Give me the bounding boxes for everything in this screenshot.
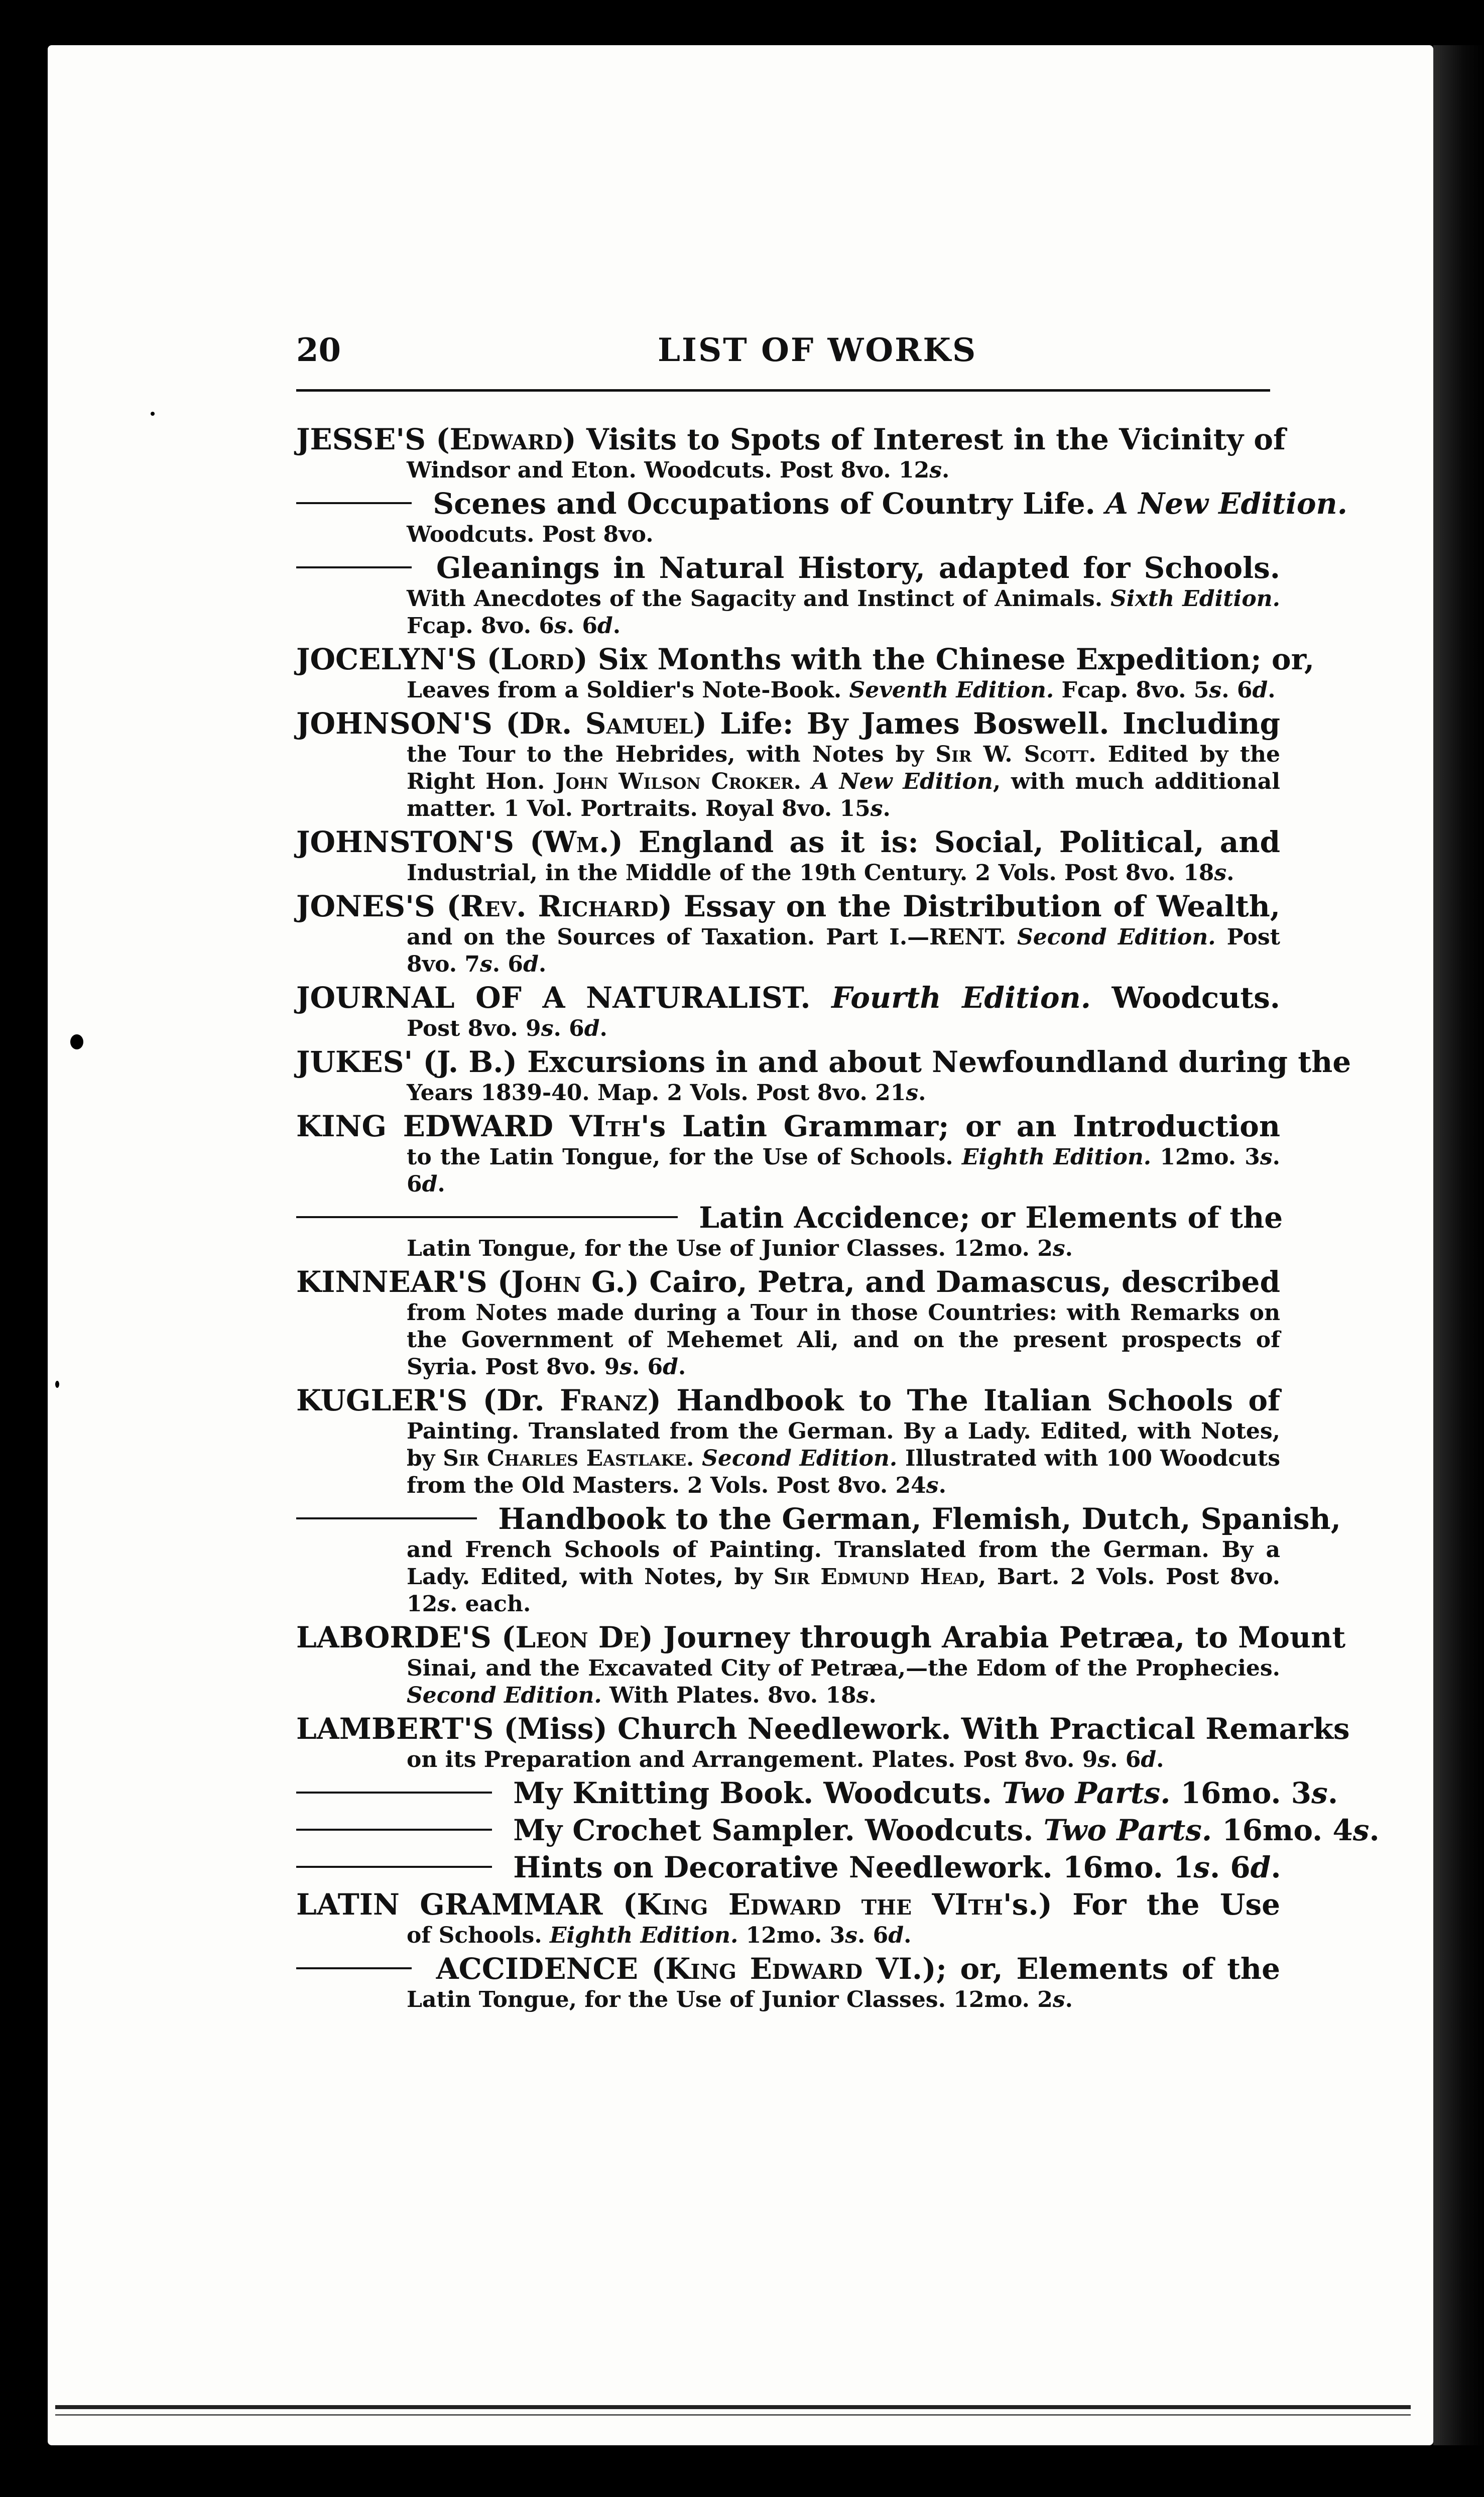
catalogue-list bbox=[296, 422, 1380, 2015]
entry-details: Leaves from a Soldier's Note-Book. Seventh Edition. Fcap. 8vo. 5s. 6d. bbox=[407, 677, 1276, 703]
catalogue-entry-lambert-crochet bbox=[296, 1813, 1380, 1848]
entry-details: Years 1839-40. Map. 2 Vols. Post 8vo. 21s. bbox=[407, 1080, 926, 1106]
page-number: 20 bbox=[296, 331, 341, 369]
entry-details: Latin Tongue, for the Use of Junior Classes. 12mo. 2s. bbox=[407, 1236, 1073, 1261]
catalogue-entry-johnson bbox=[296, 706, 1280, 822]
ditto-rule bbox=[296, 502, 412, 504]
entry-heading: Hints on Decorative Needlework. 16mo. 1s. 6d. bbox=[296, 1850, 1280, 1885]
scan-edge-right bbox=[1433, 45, 1484, 2445]
ditto-rule bbox=[296, 1829, 492, 1831]
entry-details: from Notes made during a Tour in those Countries: with Remarks on the Government of Mehemet Ali, and on the present prospects of Syria. Post 8vo. 9s. 6d. bbox=[407, 1300, 1280, 1380]
entry-heading: Gleanings in Natural History, adapted for Schools. bbox=[296, 550, 1280, 585]
entry-details: Industrial, in the Middle of the 19th Century. 2 Vols. Post 8vo. 18s. bbox=[407, 860, 1234, 886]
catalogue-entry-jukes bbox=[296, 1044, 1351, 1107]
entry-heading: JONES'S (Rev. Richard) Essay on the Distribution of Wealth, bbox=[296, 889, 1281, 923]
catalogue-entry-jocelyn bbox=[296, 642, 1315, 704]
running-head: LIST OF WORKS bbox=[658, 331, 977, 369]
entry-heading: LABORDE'S (Leon De) Journey through Arabia Petræa, to Mount bbox=[296, 1620, 1346, 1654]
catalogue-entry-jones bbox=[296, 889, 1280, 978]
catalogue-entry-journal-naturalist bbox=[296, 980, 1280, 1042]
ditto-rule bbox=[296, 1517, 477, 1519]
entry-heading: JOHNSON'S (Dr. Samuel) Life: By James Boswell. Including bbox=[296, 706, 1281, 741]
entry-details: to the Latin Tongue, for the Use of Schools. Eighth Edition. 12mo. 3s. 6d. bbox=[407, 1144, 1280, 1197]
entry-heading: Handbook to the German, Flemish, Dutch, Spanish, bbox=[296, 1501, 1280, 1536]
entry-heading: KING EDWARD VIth's Latin Grammar; or an Introduction bbox=[296, 1109, 1280, 1143]
catalogue-entry-kugler-italian bbox=[296, 1383, 1280, 1499]
entry-heading: JOHNSTON'S (Wm.) England as it is: Social, Political, and bbox=[296, 825, 1280, 859]
entry-details: Painting. Translated from the German. By a Lady. Edited, with Notes, by Sir Charles Eastlake. Second Edition. Illustrated with 100 Woodcuts from the Old Masters. 2 Vols. Post 8vo. 24s. bbox=[407, 1418, 1281, 1498]
entry-heading: LAMBERT'S (Miss) Church Needlework. With Practical Remarks bbox=[296, 1712, 1350, 1746]
ink-speck bbox=[70, 1034, 83, 1049]
entry-details: Sinai, and the Excavated City of Petræa,—the Edom of the Prophecies. Second Edition. With Plates. 8vo. 18s. bbox=[407, 1655, 1280, 1708]
entry-details: of Schools. Eighth Edition. 12mo. 3s. 6d. bbox=[407, 1923, 912, 1948]
ditto-rule bbox=[296, 1792, 492, 1794]
scan-bottom-rule-thin bbox=[55, 2414, 1411, 2416]
entry-details: Latin Tongue, for the Use of Junior Classes. 12mo. 2s. bbox=[407, 1987, 1073, 2012]
catalogue-entry-jesse-gleanings bbox=[296, 550, 1280, 640]
entry-details: Windsor and Eton. Woodcuts. Post 8vo. 12s. bbox=[407, 457, 950, 483]
catalogue-entry-lambert-hints bbox=[296, 1850, 1280, 1885]
entry-heading: JOURNAL OF A NATURALIST. Fourth Edition. Woodcuts. bbox=[296, 981, 1280, 1015]
entry-heading: My Crochet Sampler. Woodcuts. Two Parts. 16mo. 4s. bbox=[296, 1813, 1280, 1848]
catalogue-entry-king-edward-accidence bbox=[296, 1200, 1283, 1262]
entry-heading: LATIN GRAMMAR (King Edward the VIth's.) For the Use bbox=[296, 1887, 1281, 1922]
entry-details: and French Schools of Painting. Translated from the German. By a Lady. Edited, with Notes, by Sir Edmund Head, Bart. 2 Vols. Post 8vo. 12s. each. bbox=[407, 1537, 1280, 1617]
catalogue-entry-johnston bbox=[296, 824, 1280, 887]
page-header bbox=[296, 331, 1270, 392]
entry-details: Woodcuts. Post 8vo. bbox=[407, 522, 654, 547]
scan-edge-bottom bbox=[48, 2445, 1484, 2497]
entry-heading: KUGLER'S (Dr. Franz) Handbook to The Italian Schools of bbox=[296, 1383, 1281, 1417]
ditto-rule bbox=[296, 1216, 678, 1218]
ditto-rule bbox=[296, 1967, 412, 1969]
entry-heading: JUKES' (J. B.) Excursions in and about Newfoundland during the bbox=[296, 1045, 1351, 1079]
catalogue-entry-kugler-german bbox=[296, 1501, 1341, 1618]
entry-heading: Latin Accidence; or Elements of the bbox=[296, 1200, 1280, 1235]
entry-heading: Scenes and Occupations of Country Life. A New Edition. bbox=[296, 486, 1280, 521]
catalogue-entry-laborde bbox=[296, 1620, 1346, 1709]
entry-heading: JESSE'S (Edward) Visits to Spots of Interest in the Vicinity of bbox=[296, 422, 1286, 456]
header-rule bbox=[296, 389, 1270, 392]
entry-details: and on the Sources of Taxation. Part I.—RENT. Second Edition. Post 8vo. 7s. 6d. bbox=[407, 924, 1280, 977]
catalogue-entry-lambert-knitting bbox=[296, 1775, 1338, 1811]
entry-details: on its Preparation and Arrangement. Plates. Post 8vo. 9s. 6d. bbox=[407, 1747, 1164, 1772]
catalogue-entry-lambert-church bbox=[296, 1711, 1350, 1773]
scan-bottom-rule bbox=[55, 2405, 1411, 2409]
entry-details: Post 8vo. 9s. 6d. bbox=[407, 1016, 607, 1041]
entry-heading: My Knitting Book. Woodcuts. Two Parts. 16mo. 3s. bbox=[296, 1775, 1280, 1811]
catalogue-entry-jesse-scenes bbox=[296, 486, 1347, 548]
ditto-rule bbox=[296, 566, 412, 568]
ink-speck bbox=[55, 1381, 59, 1388]
catalogue-entry-jesse-visits bbox=[296, 422, 1286, 484]
ink-speck bbox=[151, 412, 155, 416]
entry-details: With Anecdotes of the Sagacity and Instinct of Animals. Sixth Edition. Fcap. 8vo. 6s. 6d. bbox=[407, 586, 1280, 639]
catalogue-entry-kinnear bbox=[296, 1264, 1280, 1381]
catalogue-entry-latin-accidence bbox=[296, 1951, 1280, 2013]
entry-heading: ACCIDENCE (King Edward VI.); or, Elements of the bbox=[296, 1951, 1280, 1986]
entry-details: the Tour to the Hebrides, with Notes by Sir W. Scott. Edited by the Right Hon. John Wilson Croker. A New Edition, with much additional matter. 1 Vol. Portraits. Royal 8vo. 15s. bbox=[407, 742, 1280, 821]
catalogue-entry-king-edward-grammar bbox=[296, 1109, 1280, 1198]
entry-heading: JOCELYN'S (Lord) Six Months with the Chinese Expedition; or, bbox=[296, 642, 1315, 676]
entry-heading: KINNEAR'S (John G.) Cairo, Petra, and Damascus, described bbox=[296, 1265, 1280, 1299]
ditto-rule bbox=[296, 1866, 492, 1868]
catalogue-entry-latin-grammar bbox=[296, 1887, 1280, 1949]
